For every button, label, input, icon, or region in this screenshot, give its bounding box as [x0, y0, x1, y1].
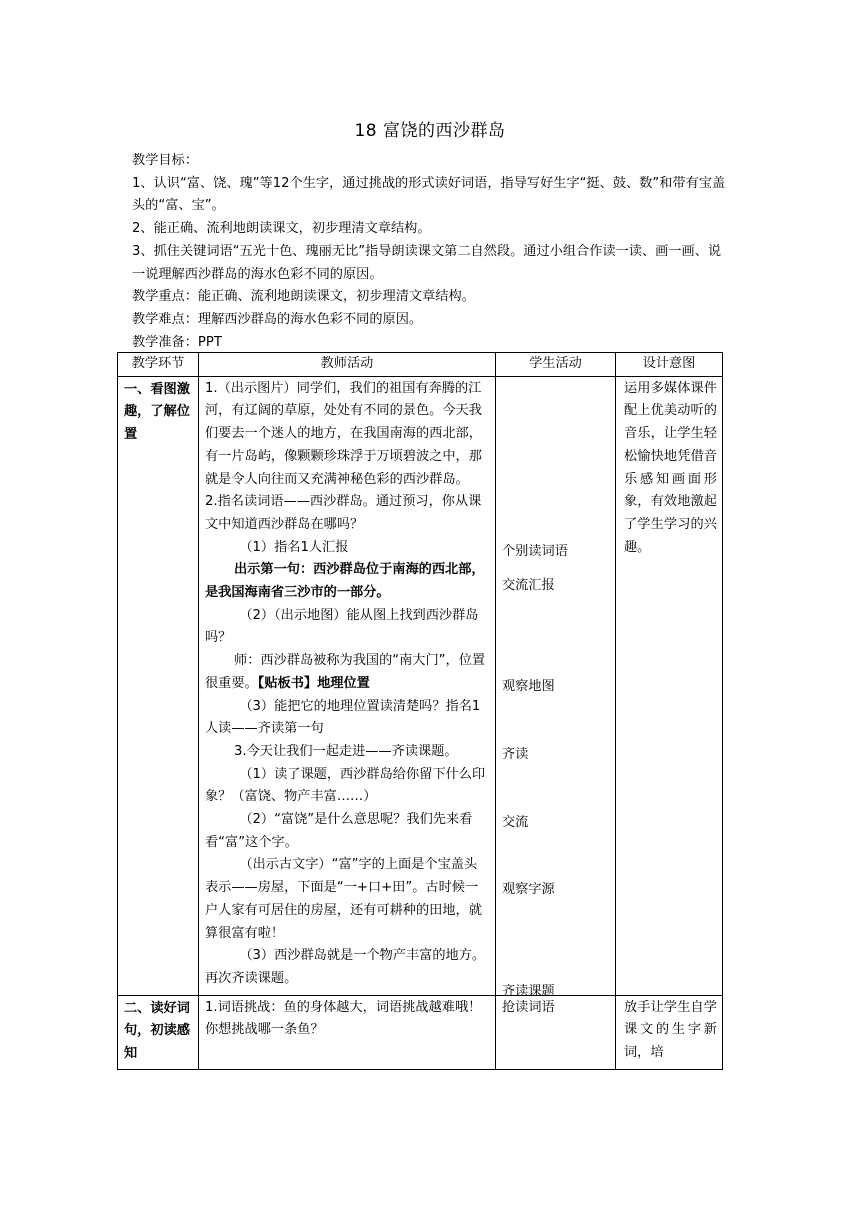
student-activity: 交流汇报 [502, 577, 555, 593]
teacher-step: （3）能把它的地理位置读清楚吗？指名1人读——齐读第一句 [205, 698, 481, 737]
objective-3: 3、抓住关键词语“五光十色、瑰丽无比”指导朗读课文第二自然段。通过小组合作读一读、画一画、说一说理解西沙群岛的海水色彩不同的原因。 [132, 243, 722, 282]
stage-cell: 一、看图激趣，了解位置 [118, 376, 199, 995]
student-activity: 交流 [502, 814, 529, 830]
table-header-row [118, 353, 723, 377]
student-activity: 齐读课题 [502, 983, 555, 999]
teacher-step: （3）西沙群岛就是一个物产丰富的地方。再次齐读课题。 [205, 948, 486, 986]
bold-sentence: 出示第一句：西沙群岛位于南海的西北部，是我国海南省三沙市的一部分。 [205, 562, 485, 601]
student-activity: 观察地图 [502, 678, 555, 694]
objectives-heading: 教学目标： [132, 153, 198, 168]
teacher-step: （2）“富饶”是什么意思呢？我们先来看看“富”这个字。 [205, 812, 473, 850]
student-activity: 个别读词语 [502, 543, 568, 559]
design-intent-cell: 放手让学生自学课文的生字新词，培 [616, 995, 723, 1069]
teacher-step [205, 559, 489, 604]
teacher-activity-cell [199, 995, 496, 1069]
student-activity-cell: 抢读词语 [496, 995, 616, 1069]
student-activity: 观察字源 [502, 881, 555, 897]
table-row [118, 995, 723, 1069]
teacher-step: （1）读了课题，西沙群岛给你留下什么印象？（富饶、物产丰富……） [205, 766, 486, 805]
header-stage: 教学环节 [118, 353, 199, 377]
student-activity: 齐读 [502, 746, 529, 762]
teacher-step: （出示古文字）“富”字的上面是个宝盖头表示——房屋，下面是“一+口+田”。古时候一户人家有可居住的房屋，还有可耕种的田地，就算很富有啦！ [205, 857, 482, 941]
key-points: 教学重点：能正确、流利地朗读课文，初步理清文章结构。 [132, 289, 475, 305]
teacher-step: 3.今天让我们一起走进——齐读课题。 [234, 743, 458, 759]
objective-1: 1、认识“富、饶、瑰”等12个生字，通过挑战的形式读好词语，指导写好生字“挺、鼓、数”和带有宝盖头的“富、宝”。 [132, 175, 726, 214]
teacher-step: （2）（出示地图）能从图上找到西沙群岛吗？ [205, 607, 479, 646]
header-teacher: 教师活动 [199, 353, 496, 377]
teacher-step: 2.指名读词语——西沙群岛。通过预习，你从课文中知道西沙群岛在哪吗？ [205, 494, 482, 532]
preparation: 教学准备：PPT [132, 334, 222, 350]
difficulties: 教学难点：理解西沙群岛的海水色彩不同的原因。 [132, 311, 423, 327]
board-tag: 【贴板书】 [257, 675, 318, 691]
teacher-note: 师：西沙群岛被称为我国的“南大门”，位置很重要。 [205, 653, 486, 691]
design-intent-cell: 运用多媒体课件配上优美动听的音乐，让学生轻松愉快地凭借音乐感知画面形象，有效地激起了学生学习的兴趣。 [616, 376, 723, 995]
header-design: 设计意图 [616, 353, 723, 377]
board-text: 地理位置 [317, 675, 370, 691]
header-student: 学生活动 [496, 353, 616, 377]
teacher-step: 1.（出示图片）同学们，我们的祖国有奔腾的江河，有辽阔的草原，处处有不同的景色。今天我们要去一个迷人的地方，在我国南海的西北部，有一片岛屿，像颗颗珍珠浮于万顷碧波之中，那就是令人向往而又充满神秘色彩的西沙群岛。 [205, 380, 482, 487]
table-row [118, 376, 723, 995]
stage-cell: 二、读好词句，初读感知 [118, 995, 199, 1069]
lesson-plan-table [117, 352, 723, 1070]
teacher-step [205, 650, 489, 695]
objective-2: 2、能正确、流利地朗读课文，初步理清文章结构。 [132, 221, 431, 237]
teacher-activity-cell [199, 376, 496, 995]
teacher-step: （1）指名1人汇报 [239, 539, 349, 555]
lesson-intro [132, 150, 732, 354]
teacher-step: 1.词语挑战：鱼的身体越大，词语挑战越难哦！你想挑战哪一条鱼？ [205, 999, 482, 1038]
student-activity-cell [496, 376, 616, 999]
document-title: 18 富饶的西沙群岛 [354, 121, 506, 141]
